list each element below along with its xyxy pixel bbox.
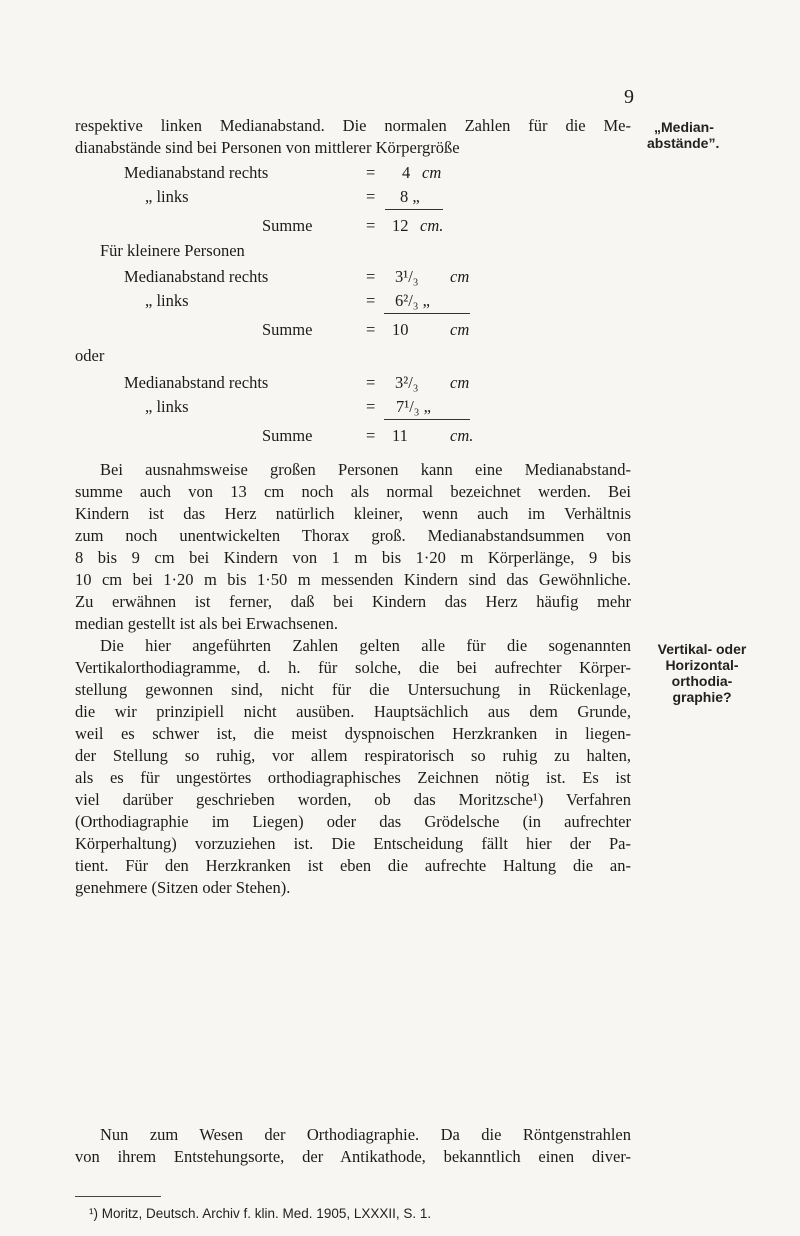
value-rechts: 3¹/₃ xyxy=(395,267,419,286)
text-line: tient. Für den Herzkranken ist eben die aufrechte Haltung die an- xyxy=(75,856,631,875)
margin-note-medianabstaende xyxy=(647,119,720,151)
margin-note-line: „Median- xyxy=(654,119,714,135)
paragraph-grosse-personen xyxy=(75,459,631,635)
intro-paragraph xyxy=(75,115,631,159)
unit-rechts: cm xyxy=(422,163,442,182)
text-line: viel darüber geschrieben worden, ob das Moritzsche¹) Verfahren xyxy=(75,790,631,809)
label-rechts: Medianabstand rechts xyxy=(124,163,269,182)
text-line: die wir prinzipiell nicht ausüben. Hauptsächlich aus dem Grunde, xyxy=(75,702,631,721)
value-summe: 12 xyxy=(392,216,409,235)
text-line: genehmere (Sitzen oder Stehen). xyxy=(75,878,291,897)
paragraph-vertikalorthodiagramme xyxy=(75,635,631,899)
text-line: Zu erwähnen ist ferner, daß bei Kindern das Herz häufig mehr xyxy=(75,592,631,611)
equals-sign: = xyxy=(366,291,376,310)
value-rechts: 3²/₃ xyxy=(395,373,419,392)
text-line: respektive linken Medianabstand. Die normalen Zahlen für die Me- xyxy=(75,116,631,135)
unit-rechts: cm xyxy=(450,373,470,392)
label-links: „ links xyxy=(145,291,189,310)
text-line: Körperhaltung) vorzuziehen ist. Die Entscheidung fällt hier der Pa- xyxy=(75,834,631,853)
label-links: „ links xyxy=(145,397,189,416)
equals-sign: = xyxy=(366,187,376,206)
sum-underline xyxy=(385,209,443,210)
label-rechts: Medianabstand rechts xyxy=(124,373,269,392)
footnote-rule xyxy=(75,1196,161,1197)
text-line: Bei ausnahmsweise großen Personen kann eine Medianabstand- xyxy=(100,460,631,479)
value-links: 6²/₃ „ xyxy=(395,291,430,310)
equals-sign: = xyxy=(366,216,376,235)
label-oder: oder xyxy=(75,346,105,365)
value-summe: 11 xyxy=(392,426,408,445)
label-kleinere-personen: Für kleinere Personen xyxy=(100,241,245,260)
unit-rechts: cm xyxy=(450,267,470,286)
margin-note-line: orthodia- xyxy=(671,673,733,689)
margin-note-vertikal-horizontal xyxy=(636,641,768,705)
value-links: 7¹/₃ „ xyxy=(396,397,431,416)
unit-summe: cm. xyxy=(450,426,474,445)
page-number: 9 xyxy=(624,86,634,108)
margin-note-line: abstände”. xyxy=(647,135,720,151)
label-summe: Summe xyxy=(262,320,313,339)
text-line: 10 cm bei 1·20 m bis 1·50 m messenden Kindern sind das Gewöhnliche. xyxy=(75,570,631,589)
sum-underline xyxy=(384,419,470,420)
text-line: (Orthodiagraphie im Liegen) oder das Grödelsche (in aufrechter xyxy=(75,812,631,831)
label-links: „ links xyxy=(145,187,189,206)
text-line: stellung gewonnen sind, nicht für die Untersuchung in Rückenlage, xyxy=(75,680,631,699)
margin-note-line: Horizontal- xyxy=(665,657,739,673)
text-line: median gestellt ist als bei Erwachsenen. xyxy=(75,614,339,633)
value-summe: 10 xyxy=(392,320,409,339)
text-line: summe auch von 13 cm noch als normal bezeichnet werden. Bei xyxy=(75,482,631,501)
paragraph-wesen-orthodiagraphie xyxy=(75,1124,631,1168)
text-line: Kindern ist das Herz natürlich kleiner, wenn auch im Verhältnis xyxy=(75,504,631,523)
label-summe: Summe xyxy=(262,426,313,445)
text-line: Nun zum Wesen der Orthodiagraphie. Da die Röntgenstrahlen xyxy=(100,1125,631,1144)
equals-sign: = xyxy=(366,320,376,339)
label-rechts: Medianabstand rechts xyxy=(124,267,269,286)
sum-underline xyxy=(384,313,470,314)
equals-sign: = xyxy=(366,163,376,182)
margin-note-line: graphie? xyxy=(672,689,732,705)
text-line: 8 bis 9 cm bei Kindern von 1 m bis 1·20 m Körperlänge, 9 bis xyxy=(75,548,631,567)
label-summe: Summe xyxy=(262,216,313,235)
footnote: ¹) Moritz, Deutsch. Archiv f. klin. Med. 1905, LXXXII, S. 1. xyxy=(89,1206,432,1221)
text-line: als es für ungestörtes orthodiagraphisches Zeichnen nötig ist. Es ist xyxy=(75,768,631,787)
text-line: Die hier angeführten Zahlen gelten alle für die sogenannten xyxy=(100,636,631,655)
margin-note-line: Vertikal- oder xyxy=(657,641,747,657)
text-line: Vertikalorthodiagramme, d. h. für solche, die bei aufrechter Körper- xyxy=(75,658,631,677)
text-line: von ihrem Entstehungsorte, der Antikathode, bekanntlich einen diver- xyxy=(75,1147,631,1166)
text-line: dianabstände sind bei Personen von mittlerer Körpergröße xyxy=(75,138,460,157)
value-rechts: 4 xyxy=(402,163,411,182)
text-line: zum noch unentwickelten Thorax groß. Medianabstandsummen von xyxy=(75,526,631,545)
text-line: der Stellung so ruhig, vor allem respiratorisch so ruhig zu halten, xyxy=(75,746,631,765)
equals-sign: = xyxy=(366,267,376,286)
equals-sign: = xyxy=(366,426,376,445)
text-line: weil es schwer ist, die meist dyspnoischen Herzkranken in liegen- xyxy=(75,724,631,743)
value-links: 8 „ xyxy=(400,187,420,206)
unit-summe: cm. xyxy=(420,216,444,235)
equals-sign: = xyxy=(366,373,376,392)
unit-summe: cm xyxy=(450,320,470,339)
equals-sign: = xyxy=(366,397,376,416)
